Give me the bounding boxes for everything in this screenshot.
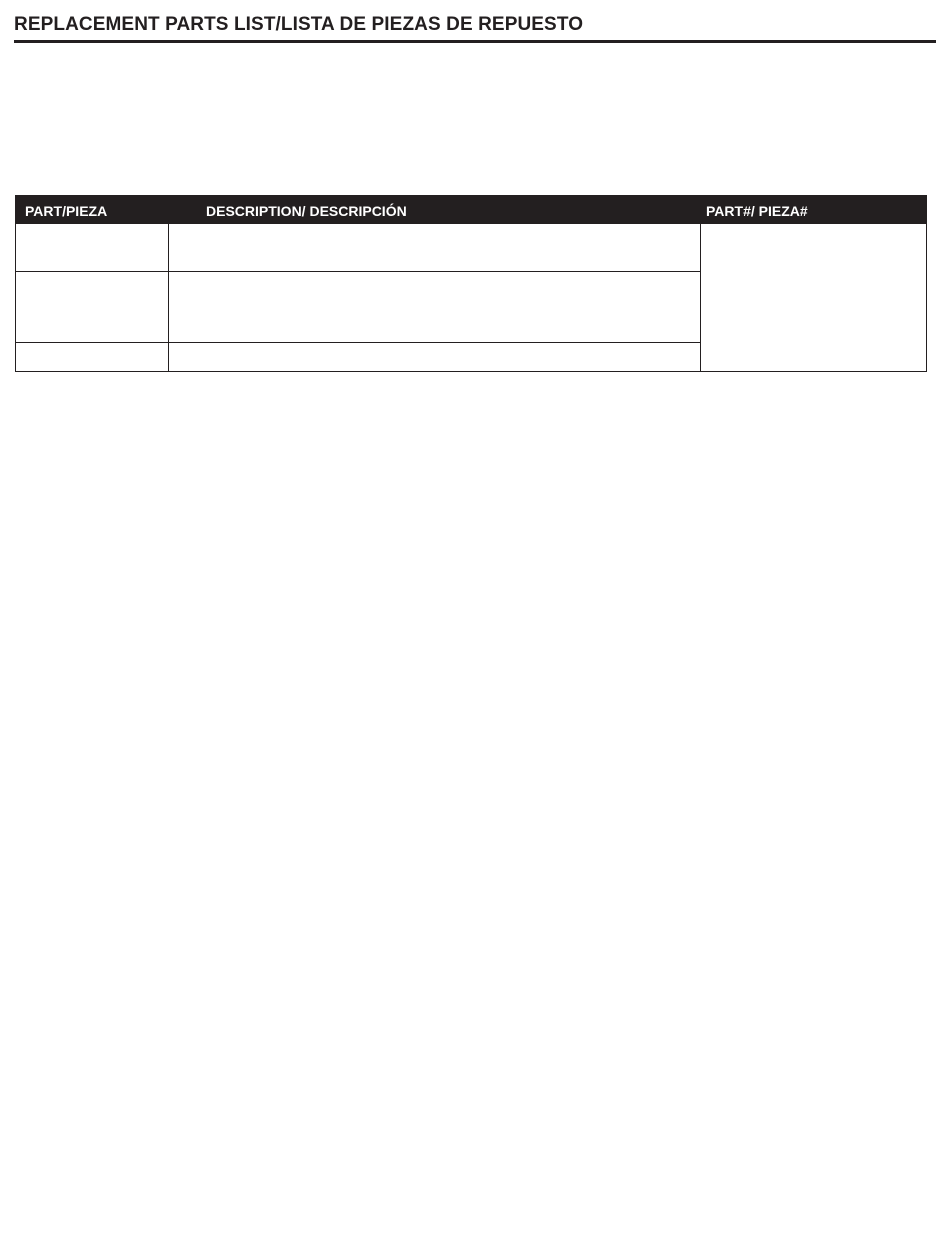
column-header-description: DESCRIPTION/ DESCRIPCIÓN <box>169 196 701 224</box>
cell-part <box>16 272 169 343</box>
replacement-parts-table <box>15 195 927 372</box>
cell-part-number <box>701 224 927 372</box>
cell-description <box>169 272 701 343</box>
title-divider <box>14 40 936 43</box>
table-header-row <box>16 196 927 224</box>
cell-part <box>16 224 169 272</box>
table-row <box>16 224 927 272</box>
cell-description <box>169 224 701 272</box>
cell-part <box>16 343 169 372</box>
column-header-part: PART/PIEZA <box>16 196 169 224</box>
column-header-part-number: PART#/ PIEZA# <box>701 196 927 224</box>
page-title: REPLACEMENT PARTS LIST/LISTA DE PIEZAS DE REPUESTO <box>14 14 584 35</box>
cell-description <box>169 343 701 372</box>
